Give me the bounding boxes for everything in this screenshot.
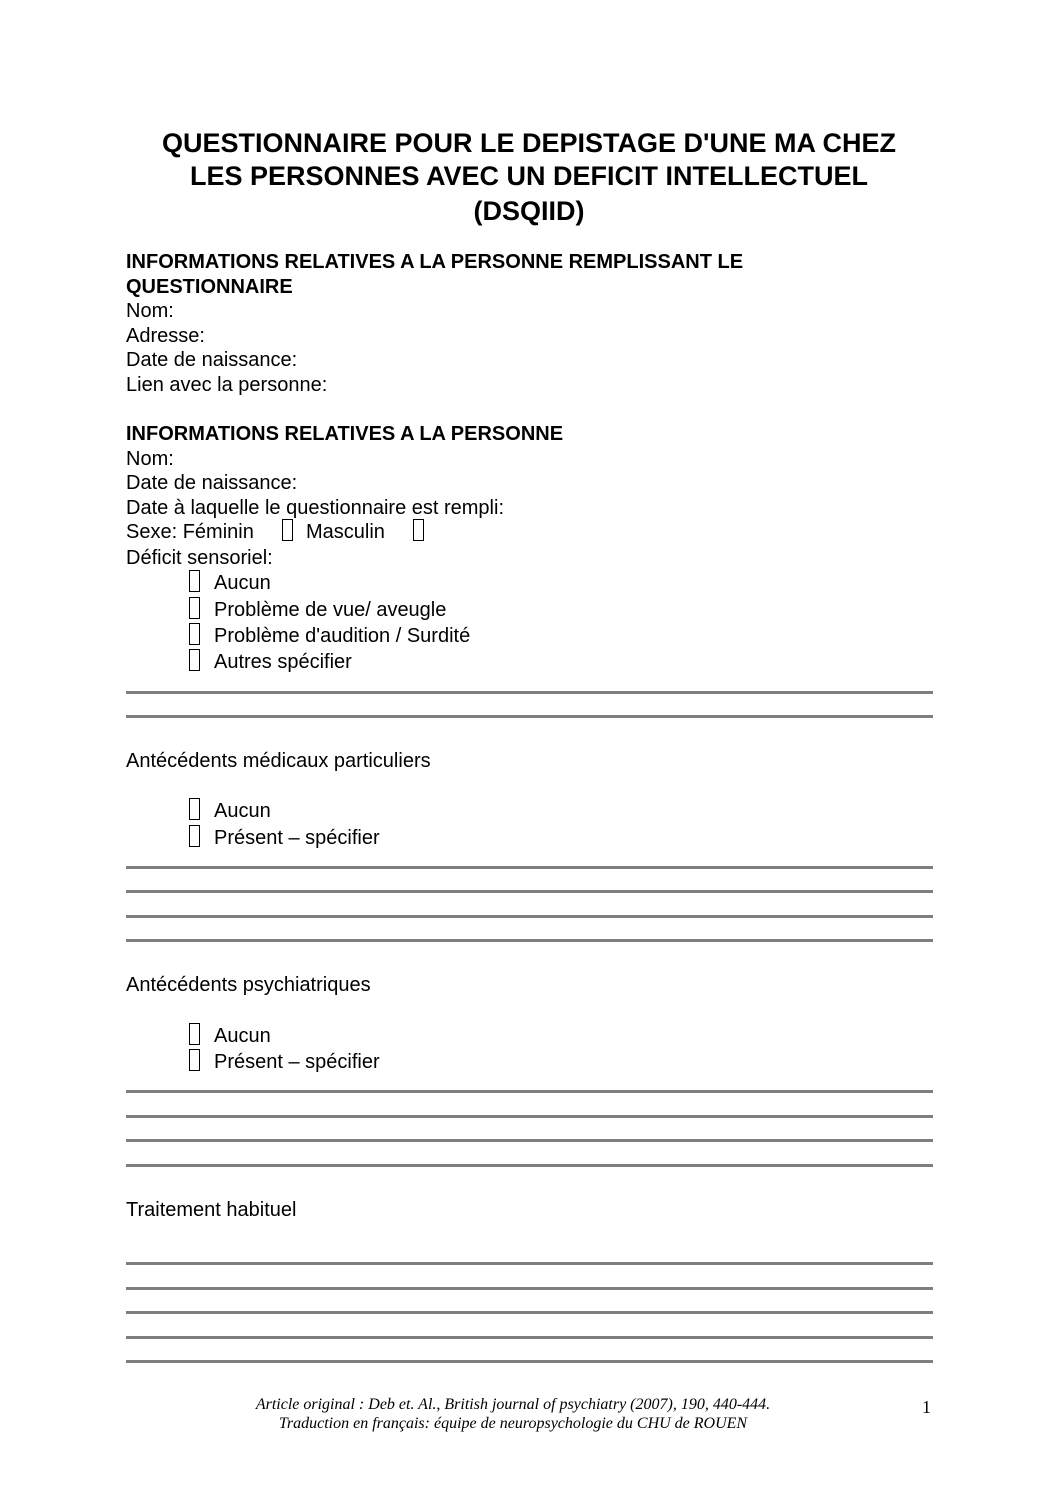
- respondent-address-label: Adresse:: [126, 325, 205, 347]
- sensory-deficit-label: Déficit sensoriel:: [126, 547, 273, 569]
- treatment-write-line[interactable]: [126, 1287, 933, 1290]
- subject-heading: INFORMATIONS RELATIVES A LA PERSONNE: [126, 423, 564, 445]
- usual-treatment-label: Traitement habituel: [126, 1199, 297, 1221]
- sensory-other-write-line[interactable]: [126, 691, 933, 694]
- medical-write-line[interactable]: [126, 866, 933, 869]
- respondent-relation-label: Lien avec la personne:: [126, 374, 328, 396]
- treatment-write-line[interactable]: [126, 1311, 933, 1314]
- psychiatric-none-checkbox[interactable]: [189, 1023, 200, 1045]
- medical-write-line[interactable]: [126, 915, 933, 918]
- sex-male-checkbox[interactable]: [413, 519, 424, 541]
- sensory-vision-checkbox[interactable]: [189, 597, 200, 619]
- sensory-none-checkbox[interactable]: [189, 570, 200, 592]
- treatment-write-line[interactable]: [126, 1262, 933, 1265]
- sex-male-label: Masculin: [306, 521, 385, 543]
- psychiatric-none-label: Aucun: [214, 1025, 271, 1047]
- medical-none-checkbox[interactable]: [189, 798, 200, 820]
- medical-write-line[interactable]: [126, 939, 933, 942]
- respondent-birthdate-label: Date de naissance:: [126, 349, 298, 371]
- psychiatric-present-checkbox[interactable]: [189, 1049, 200, 1071]
- page-title-line-1: QUESTIONNAIRE POUR LE DEPISTAGE D'UNE MA CHEZ: [162, 128, 896, 158]
- medical-write-line[interactable]: [126, 890, 933, 893]
- page-number: 1: [922, 1397, 931, 1417]
- page-title-line-3: (DSQIID): [473, 196, 585, 226]
- medical-present-label: Présent – spécifier: [214, 827, 380, 849]
- medical-none-label: Aucun: [214, 800, 271, 822]
- date-filled-label: Date à laquelle le questionnaire est rempli:: [126, 497, 504, 519]
- respondent-name-label: Nom:: [126, 300, 174, 322]
- sensory-other-checkbox[interactable]: [189, 649, 200, 671]
- sex-female-checkbox[interactable]: [282, 519, 293, 541]
- sensory-none-label: Aucun: [214, 572, 271, 594]
- psychiatric-present-label: Présent – spécifier: [214, 1051, 380, 1073]
- treatment-write-line[interactable]: [126, 1336, 933, 1339]
- medical-present-checkbox[interactable]: [189, 825, 200, 847]
- psychiatric-write-line[interactable]: [126, 1090, 933, 1093]
- subject-name-label: Nom:: [126, 448, 174, 470]
- sensory-hearing-checkbox[interactable]: [189, 623, 200, 645]
- psychiatric-history-label: Antécédents psychiatriques: [126, 974, 371, 996]
- subject-birthdate-label: Date de naissance:: [126, 472, 298, 494]
- sex-female-label: Sexe: Féminin: [126, 521, 254, 543]
- psychiatric-write-line[interactable]: [126, 1164, 933, 1167]
- respondent-heading-line-2: QUESTIONNAIRE: [126, 276, 293, 298]
- sensory-hearing-label: Problème d'audition / Surdité: [214, 625, 471, 647]
- psychiatric-write-line[interactable]: [126, 1139, 933, 1142]
- sensory-other-write-line[interactable]: [126, 715, 933, 718]
- page-title-line-2: LES PERSONNES AVEC UN DEFICIT INTELLECTUEL: [189, 161, 869, 191]
- psychiatric-write-line[interactable]: [126, 1115, 933, 1118]
- sensory-vision-label: Problème de vue/ aveugle: [214, 599, 447, 621]
- footer-translation-credit: Traduction en français: équipe de neuropsychologie du CHU de ROUEN: [278, 1415, 748, 1432]
- medical-history-label: Antécédents médicaux particuliers: [126, 750, 431, 772]
- treatment-write-line[interactable]: [126, 1360, 933, 1363]
- sensory-other-label: Autres spécifier: [214, 651, 352, 673]
- footer-citation: Article original : Deb et. Al., British journal of psychiatry (2007), 190, 440-444.: [255, 1396, 771, 1413]
- respondent-heading-line-1: INFORMATIONS RELATIVES A LA PERSONNE REMPLISSANT LE: [126, 251, 744, 273]
